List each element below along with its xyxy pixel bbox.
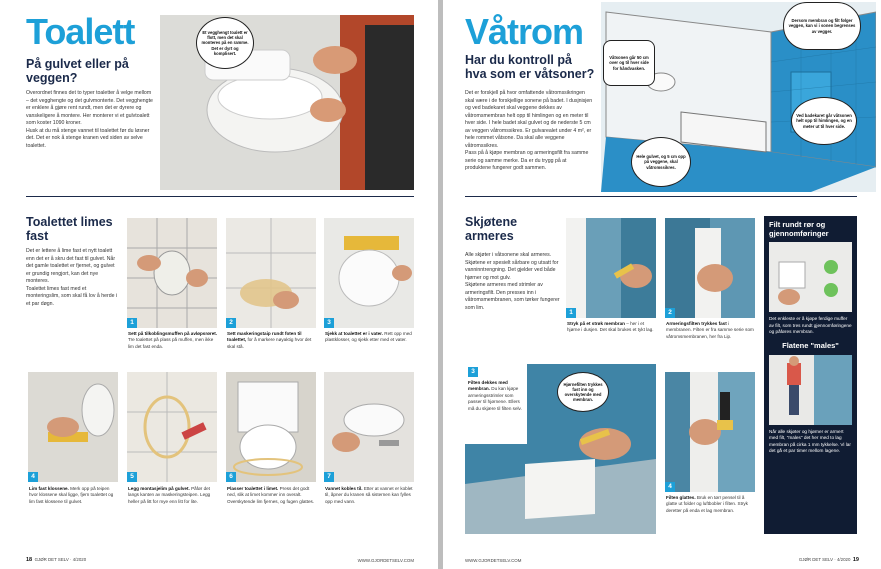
step-photo-1 (566, 218, 656, 318)
step-caption-6: Plasser toalettet i limet. Press det godt ned, slik at limet kommer inn overalt. Overskytende lim fjernes, og fugen glattes. (227, 486, 315, 504)
footer-left (26, 557, 86, 563)
step-photo-6 (226, 372, 316, 482)
step-3-speech-bubble: Hjørnefilten trykkes fast inn og overskytende med membran. (557, 372, 609, 412)
step-number: 3 (324, 318, 334, 328)
step-caption-5: Legg montasjelim på gulvet. Påfør det langs kanten av maskeringsteipen. Legg heller på litt for mye enn litt for lite. (128, 486, 211, 504)
step-caption-2: Sett maskeringstaip rundt foten til toalettet, for å markere nøyaktig hvor det skal stå. (227, 331, 312, 349)
step-photo-3 (465, 364, 656, 534)
step-number: 1 (566, 308, 576, 318)
magazine-name: GJØR DET SELV · 4/2020 (34, 557, 87, 562)
step-3-text-box (465, 364, 527, 444)
step-number: 4 (665, 482, 675, 492)
page-title: Våtrom (465, 11, 584, 52)
step-caption-2: Armeringsfilten trykkes fast i membranen. Filten er fra samme serie som våtromsmembranen, her fra Lip. (666, 321, 754, 339)
illustration-bubble-3: Ved badekaret går våtsonen helt opp til himlingen, og en meter ut til hver side. (791, 97, 857, 145)
step-photo-3 (324, 218, 414, 328)
illustration-bubble-2: Våtsonen går 50 cm over og til hver side for håndvasken. (603, 40, 655, 86)
step-caption-1: Sett på tilkoblingsmuffen på avløpsrøret. Tre toalettet på plass på muffen, men ikke lim det fast enda. (128, 331, 218, 349)
illustration-bubble-4: Hele gulvet, og 5 cm opp på veggene, skal våtromssikres. (631, 137, 691, 187)
section-divider (465, 196, 857, 197)
sidebar-title-1: Filt rundt rør og gjennomføringer (769, 220, 829, 238)
footer-url: WWW.GJORDETSELV.COM (357, 558, 414, 563)
section-title: Toalettet limes fast (26, 215, 113, 243)
step-number: 2 (665, 308, 675, 318)
intro-text: Det er forskjell på hvor omfattende våtromssikringen skal være i de forskjellige sonene på badet. I dusjnisjen og ved badekaret skal veggene dekkes av våtromsmembran helt opp til himlingen og en meter til hver side. I hele badet skal gulvet og de nederste 5 cm av veggen våtromssikres. Er gulvarealet under 4 m², er hele rommet våtsone. Da skal alle veggene våtromssikres. Pass på å kjøpe membran og armeringsfilt fra samme serie og samme merke. Da er du trygg på at produktene fungerer godt sammen. (465, 90, 593, 172)
step-number: 7 (324, 472, 334, 482)
hero-photo (160, 15, 414, 190)
step-number: 1 (127, 318, 137, 328)
intro-text: Overordnet finnes det to typer toaletter å velge mellom – det vegghengte og det gulvmonterte. Det vegghengte er enklere å gjøre rent rundt, men det er dyrere og vanskeligere å montere. Her monterer vi et gulvtoalett som koster 1090 kroner. Husk at du må stenge vannet til toalettet før du løsner det. Det er nok å stenge kranen ved siden av selve toalettet. (26, 90, 153, 149)
sidebar-photo-2 (769, 355, 852, 425)
illustration-bubble-1: Dersom membran og filt følger veggen, kan vi i sonen begrenses av vegger. (783, 2, 861, 50)
page-title: Toalett (26, 11, 135, 52)
magazine-name: GJØR DET SELV · 4/2020 (798, 557, 851, 562)
step-photo-7 (324, 372, 414, 482)
sidebar-title-2: Flatene "males" (782, 340, 839, 350)
step-caption-3: Sjekk at toalettet er i vater. Rett opp med plastklosser, og sjekk etter med et vater. (325, 331, 412, 343)
step-caption-4: Filten glattes. Bruk en tørr pensel til å glatte ut folder og luftbobler i filten. Stryk deretter på enda et lag membran. (666, 495, 748, 513)
step-photo-2 (665, 218, 755, 318)
section-text: Det er lettere å lime fast et nytt toalett enn det er å skru det fast til gulvet. Når det gamle toalettet er fjernet, og gulvet er grundig rengjort, kan det nye monteres. Toalettet limes fast med et monteringslim, som skal få lov å herde i et par døgn. (26, 248, 118, 307)
step-caption-7: Vannet kobles til. Etter at vannet er koblet til, åpner du kranen så sisternen kan fylles opp med vann. (325, 486, 413, 504)
page-subtitle: På gulvet eller på veggen? (26, 57, 129, 85)
step-photo-2 (226, 218, 316, 328)
step-caption-4: Lim fast klossene. Merk opp på teipen hvor klossene skal ligge, fjern toalettet og lim fast klossene til gulvet. (29, 486, 114, 504)
sidebar-photo-1 (769, 242, 852, 312)
left-page (0, 0, 438, 569)
section-divider (26, 196, 414, 197)
sidebar-text-1: Det enkleste er å kjøpe ferdige muffer av filt, som tres rundt gjennomføringene og påføres membran. (769, 316, 852, 335)
step-number: 6 (226, 472, 236, 482)
wet-zone-illustration (601, 2, 876, 192)
step-caption-3: Filten dekkes med membran. Du kan kjøpe armeringsstrimler som passer til hjørnene. Ellers må du skjære til filten selv. (468, 380, 522, 411)
page-number: 18 (26, 557, 33, 563)
right-page (443, 0, 881, 569)
step-number: 5 (127, 472, 137, 482)
sidebar-text-2: Når alle skjøter og hjørner er armert med filt, "males" det her med to lag membran på cirka 1 mm tykkelse. Vi lar det gå et par timer mellom lagene. (769, 428, 851, 454)
step-caption-1: Stryk på et strøk membran – her i et hjørne i dusjen. Det skal brukes et tykt lag. (567, 321, 654, 333)
step-photo-5 (127, 372, 217, 482)
step-photo-1 (127, 218, 217, 328)
footer-right (799, 557, 859, 563)
sidebar-tips (764, 216, 857, 534)
hero-speech-bubble: Et vegghengt toalett er flott, men det skal monteres på en ramme. Det er dyrt og komplisert. (196, 17, 254, 69)
step-number: 4 (28, 472, 38, 482)
page-number: 19 (852, 557, 859, 563)
page-subtitle: Har du kontroll på hva som er våtsoner? (465, 53, 595, 81)
step-photo-4 (28, 372, 118, 482)
section-text: Alle skjøter i våtsonene skal armeres. Skjøtene er spesielt sårbare og utsatt for vanninntrengning. Det gjelder ved både hjørner og mot gulv. Skjøtene armeres med strimler av armeringsfilt. Den presses inn i våtromsmembranen, som tørker fungerer som lim. (465, 252, 560, 311)
footer-url: WWW.GJORDETSELV.COM (465, 558, 522, 563)
step-number: 3 (468, 367, 478, 377)
step-number: 2 (226, 318, 236, 328)
step-photo-4 (665, 372, 755, 492)
section-title: Skjøtene armeres (465, 215, 518, 243)
